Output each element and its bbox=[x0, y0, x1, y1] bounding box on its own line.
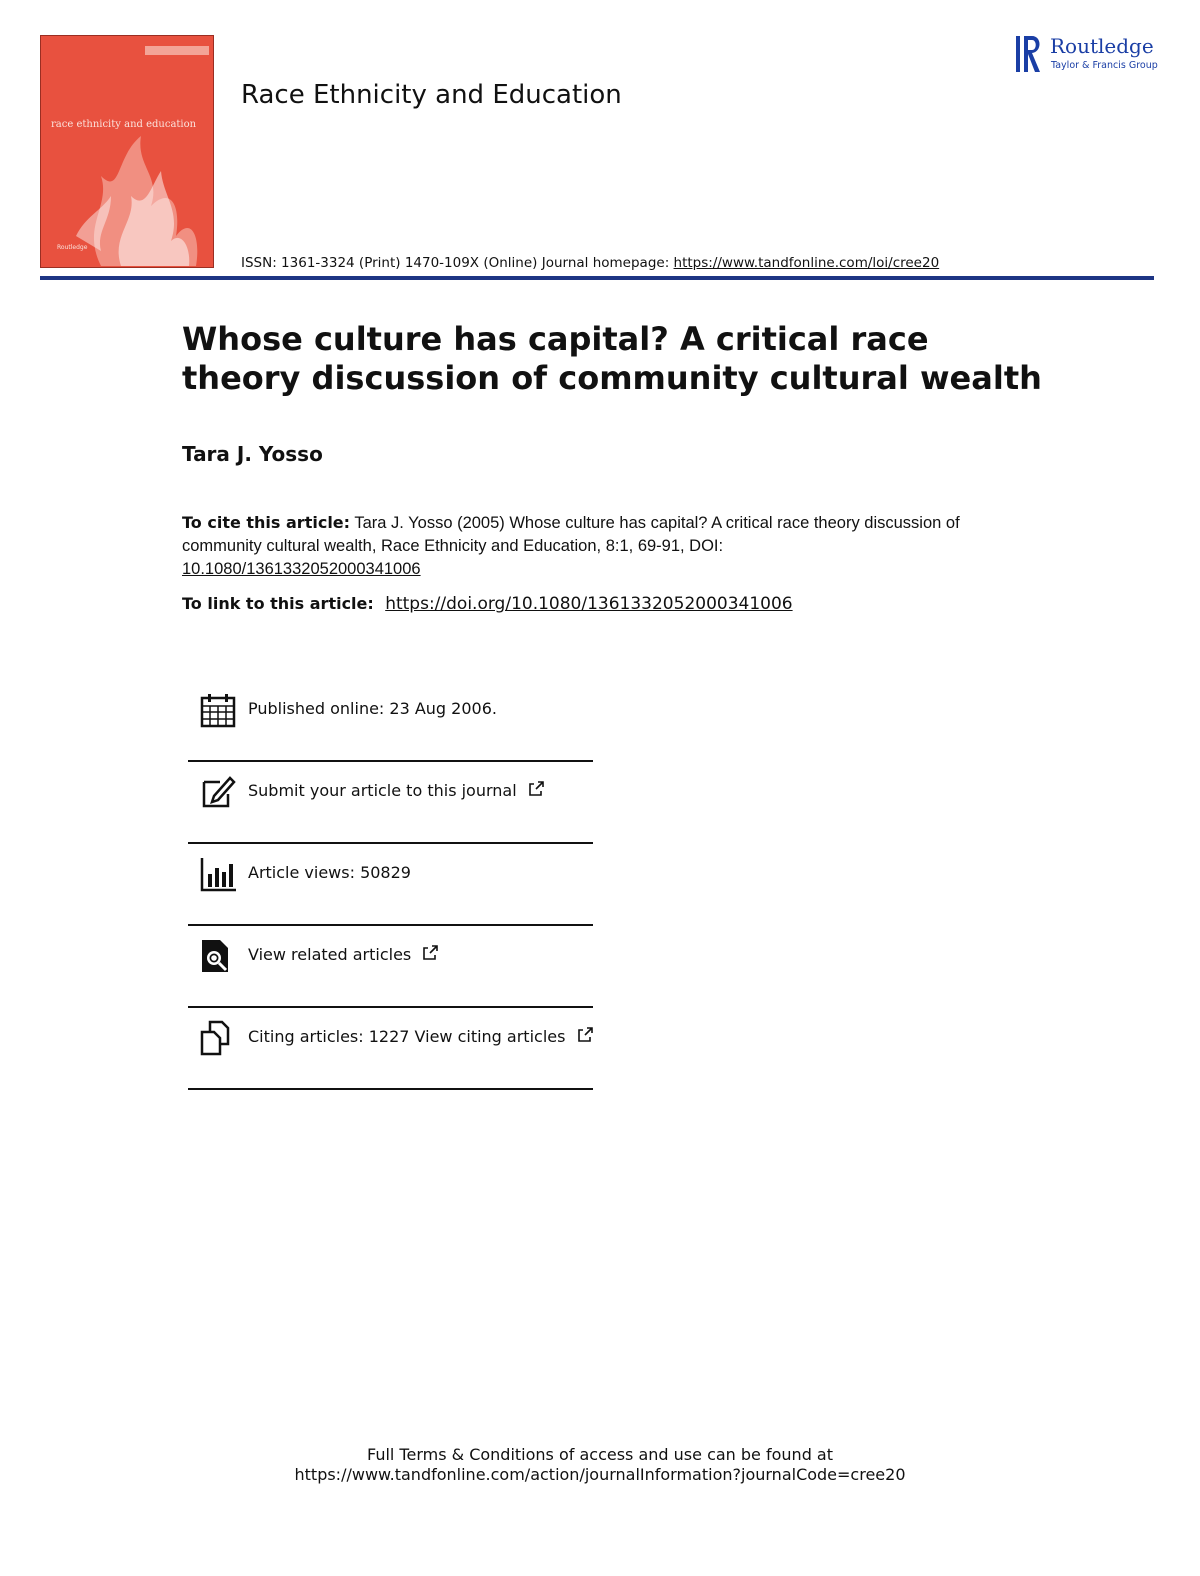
submit-article-link[interactable] bbox=[248, 781, 544, 800]
published-date: Published online: 23 Aug 2006. bbox=[248, 699, 497, 718]
journal-name: Race Ethnicity and Education bbox=[241, 80, 622, 110]
link-label: To link to this article: bbox=[182, 594, 374, 613]
cover-flame-art bbox=[41, 36, 214, 268]
external-link-icon bbox=[422, 945, 438, 961]
citation-block bbox=[182, 511, 962, 581]
external-link-icon bbox=[577, 1027, 593, 1043]
citing-item[interactable] bbox=[188, 1006, 593, 1088]
views-item bbox=[188, 842, 593, 924]
citing-articles-link[interactable] bbox=[248, 1027, 593, 1046]
related-item[interactable] bbox=[188, 924, 593, 1006]
routledge-r-icon bbox=[1014, 34, 1044, 76]
published-item bbox=[188, 680, 593, 760]
publisher-logo[interactable] bbox=[1014, 34, 1159, 76]
cite-doi-link[interactable]: 10.1080/1361332052000341006 bbox=[182, 560, 421, 578]
issn-text: ISSN: 1361-3324 (Print) 1470-109X (Online) Journal homepage: bbox=[241, 255, 674, 271]
footer-terms-text: Full Terms & Conditions of access and use can be found at bbox=[366, 1445, 834, 1464]
footer bbox=[0, 1445, 1200, 1485]
cite-text: Tara J. Yosso (2005) Whose culture has capital? A critical race theory discussion of community cultural wealth, Race Ethnicity and Education, 8:1, 69-91, DOI: bbox=[182, 514, 960, 555]
issn-line bbox=[241, 255, 939, 271]
journal-cover bbox=[40, 35, 214, 268]
article-link-line bbox=[182, 594, 793, 614]
copy-documents-icon bbox=[200, 1020, 236, 1056]
journal-homepage-link[interactable]: https://www.tandfonline.com/loi/cree20 bbox=[673, 255, 940, 271]
submit-label: Submit your article to this journal bbox=[248, 781, 517, 800]
related-label: View related articles bbox=[248, 945, 412, 964]
citing-label: Citing articles: 1227 View citing articles bbox=[248, 1027, 566, 1046]
cover-title: race ethnicity and education bbox=[51, 119, 197, 130]
cover-publisher: Routledge bbox=[57, 244, 88, 251]
article-title: Whose culture has capital? A critical race theory discussion of community cultural wealth bbox=[182, 320, 1042, 397]
article-author: Tara J. Yosso bbox=[182, 442, 323, 466]
header-rule bbox=[40, 276, 1154, 280]
metadata-bottom-rule bbox=[188, 1088, 593, 1090]
search-document-icon bbox=[200, 938, 236, 974]
article-views: Article views: 50829 bbox=[248, 863, 411, 882]
article-doi-link[interactable]: https://doi.org/10.1080/1361332052000341006 bbox=[385, 594, 793, 614]
edit-icon bbox=[200, 774, 236, 810]
related-articles-link[interactable] bbox=[248, 945, 438, 964]
submit-item[interactable] bbox=[188, 760, 593, 842]
article-metadata-list bbox=[188, 680, 593, 1090]
calendar-icon bbox=[200, 692, 236, 728]
publisher-subtitle: Taylor & Francis Group bbox=[1051, 60, 1158, 71]
footer-terms-url[interactable]: https://www.tandfonline.com/action/journalInformation?journalCode=cree20 bbox=[294, 1465, 906, 1484]
cite-label: To cite this article: bbox=[182, 513, 351, 532]
bar-chart-icon bbox=[200, 856, 236, 892]
publisher-name: Routledge bbox=[1050, 34, 1154, 58]
external-link-icon bbox=[528, 781, 544, 797]
